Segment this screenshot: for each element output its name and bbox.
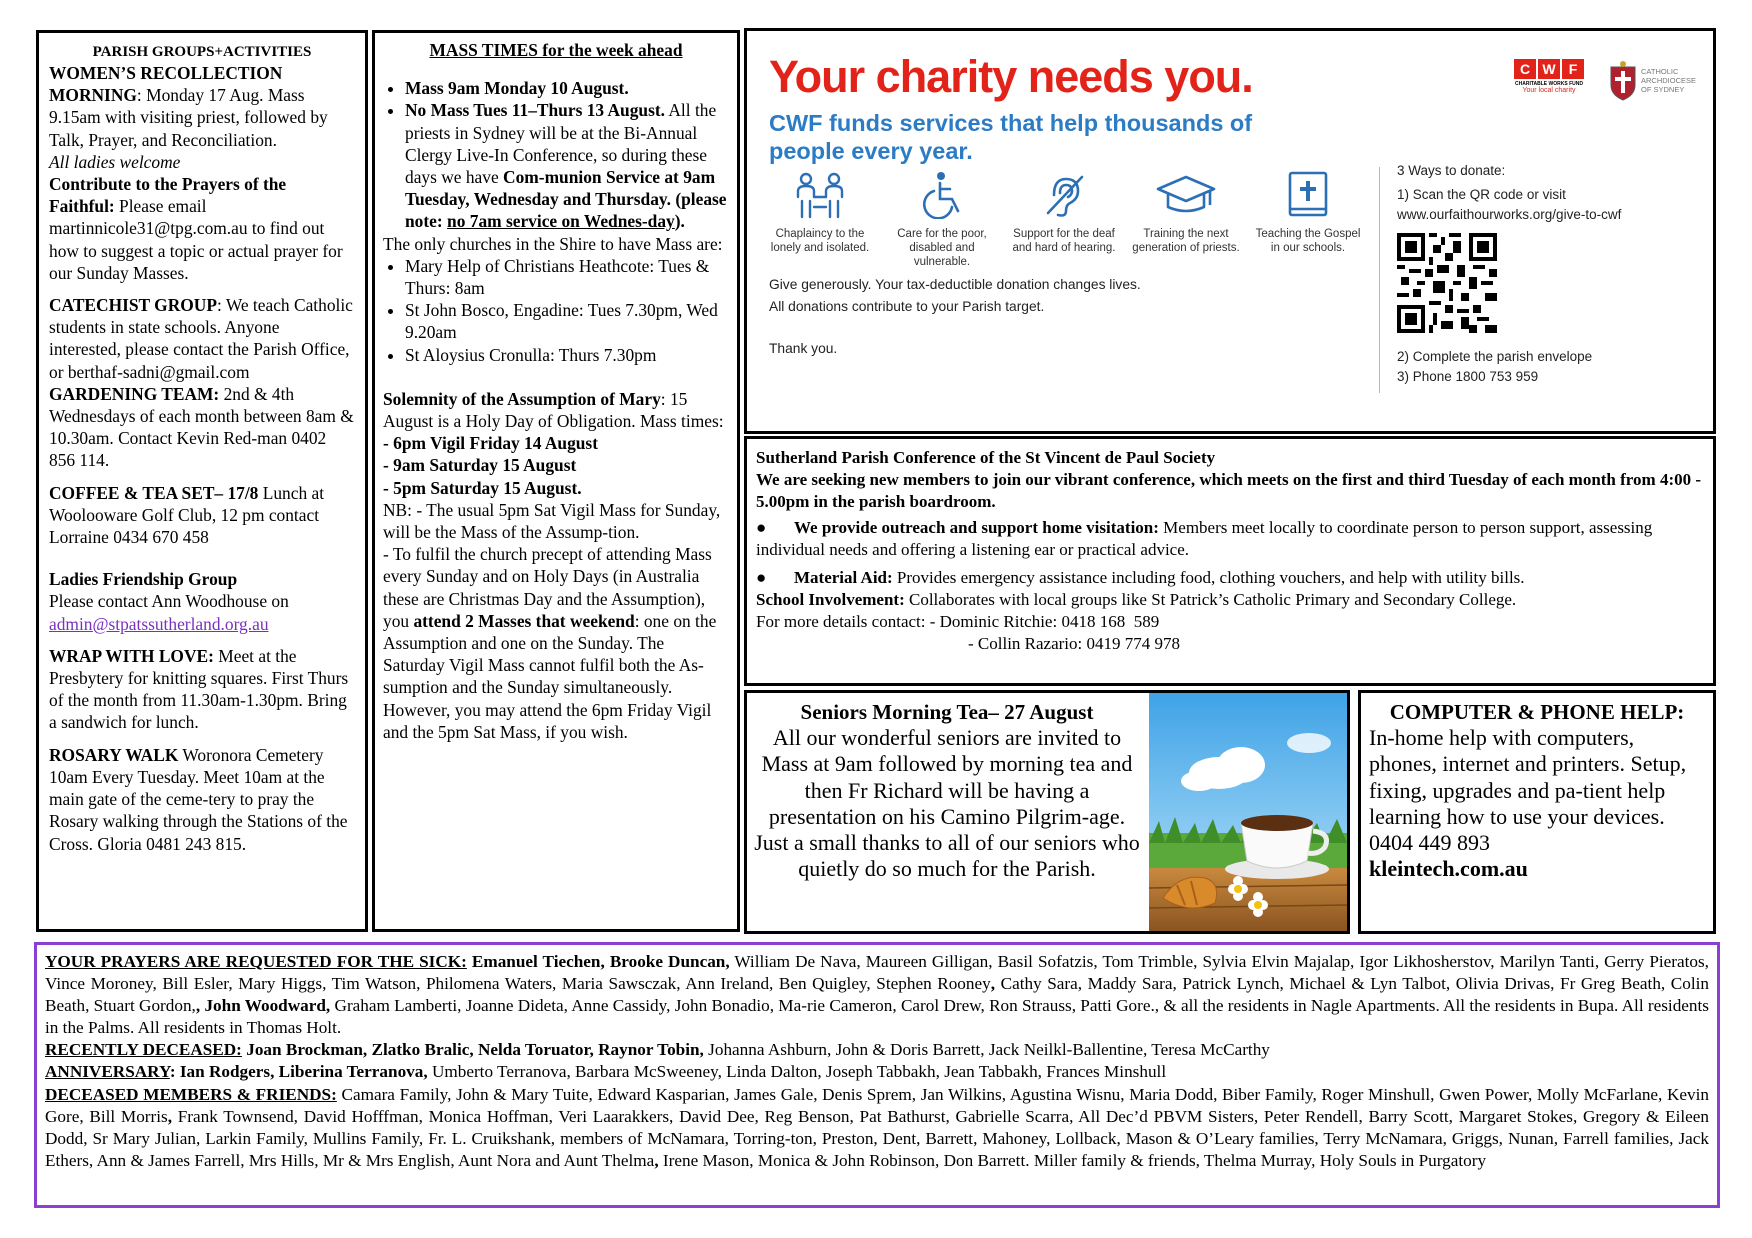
cwf-service-label: Support for the deaf and hard of hearing. (1012, 228, 1116, 254)
ladies-friendship-title: Ladies Friendship Group (49, 569, 238, 590)
prayers-of-faithful: Contribute to the Prayers of the Faithful: Please email martinnicole31@tpg.com.au to find out how to suggest a topic or actual prayer for our Sunday Masses. (49, 174, 343, 283)
computer-phone-help-panel (1358, 690, 1716, 934)
parish-groups-panel (36, 30, 368, 932)
chaplaincy-icon (792, 171, 848, 219)
list-item: • No Mass Tues 11–Thurs 13 August. All the priests in Sydney will be at the Bi-Annual Clergy Live-In Conference, so during these days we have Com-munion Service at 9am Tuesday, Wednesday and Thursday. (please note: no 7am service on Wednes-day). (405, 99, 729, 232)
ladies-friendship-text: Please contact Ann Woodhouse on (49, 591, 289, 612)
cwf-service-teaching (1253, 171, 1363, 255)
hearing-icon (1036, 171, 1092, 219)
way-1-url[interactable]: www.ourfaithourworks.org/give-to-cwf (1397, 207, 1622, 222)
cwf-give-text: Give generously. Your tax-deductible donation changes lives. (769, 277, 1141, 292)
shire-churches-list (383, 255, 729, 366)
seniors-text: All our wonderful seniors are invited to Mass at 9am followed by morning tea and then Fr Richard will be having a presentation on his Camino Pilgrim-age. Just a small thanks to all of our seniors who quietly do so much for the Parish. (754, 725, 1140, 882)
cwf-subheadline: CWF funds services that help thousands of people every year. (769, 110, 1253, 164)
assumption-heading: Solemnity of the Assumption of Mary: 15 August is a Holy Day of Obligation. Mass times: (383, 388, 724, 432)
prayers-panel (34, 942, 1720, 1208)
list-item: • Mass 9am Monday 10 August. (405, 77, 729, 99)
prayers-sick: YOUR PRAYERS ARE REQUESTED FOR THE SICK: Emanuel Tiechen, Brooke Duncan, William De Nava, Maureen Gilligan, Basil Sofatzis, Tom Trimble, Sylvia Elvin Majalap, Igor Likhosherstov, Marilyn Tanti, Gerry Pieratos, Vince Moroney, Bill Esler, Mary Higgs, Tim Watson, Philomena Waters, Maria Sawsczak, Ann Ireland, Ben Quigley, Stephen Rooney, Cathy Sara, Maddy Sara, Patrick Lynch, Michael & Lyn Talbot, Olivia Drivas, Fr Greg Beath, Colin Beath, Stuart Gordon,, John Woodward, Graham Lamberti, Joanne Dideta, Anne Cassidy, John Bonadio, Ma-rie Cameron, Carol Drew, Ron Strauss, Patti Gore., & all the residents in Nagle Apartments. All the residents in Bupa. All residents in the Palms. All residents in Thomas Holt. (45, 952, 1709, 1038)
archdiocese-crest-icon (1609, 61, 1637, 101)
list-item: • St Aloysius Cronulla: Thurs 7.30pm (405, 344, 729, 366)
qr-code[interactable] (1397, 233, 1497, 333)
svdp-contact-2: - Collin Razario: 0419 774 978 (968, 634, 1181, 653)
cwf-donation-text: All donations contribute to your Parish target. (769, 299, 1045, 314)
seniors-text-block (753, 699, 1141, 883)
cwf-service-chaplaincy (765, 171, 875, 255)
cwf-service-training (1131, 171, 1241, 255)
mass-times-panel (372, 30, 740, 932)
computer-help-title: COMPUTER & PHONE HELP: (1389, 700, 1685, 724)
svdp-intro: We are seeking new members to join our vibrant conference, which meets on the first and third Tuesday of each month from 4:00 - 5.00pm in the parish boardroom. (756, 470, 1702, 511)
prayers-recently-deceased: RECENTLY DECEASED: Joan Brockman, Zlatko Bralic, Nelda Toruator, Raynor Tobin, Johanna Ashburn, John & Doris Barrett, Jack Neilkl-Ballentine, Teresa McCarthy (45, 1040, 1270, 1060)
bible-icon (1280, 171, 1336, 219)
rosary-walk: ROSARY WALK Woronora Cemetery 10am Every Tuesday. Meet 10am at the main gate of the ceme-tery to pray the Rosary walking through the Stations of the Cross. Gloria 0481 243 815. (49, 744, 348, 854)
coffee-cup-picture (1149, 693, 1347, 931)
cwf-logo-mark: C W F (1511, 59, 1587, 79)
archdiocese-logo (1609, 57, 1709, 107)
wrap-with-love: WRAP WITH LOVE: Meet at the Presbytery for knitting squares. First Thurs of the month from 11.30am-1.30pm. Bring a sandwich for lunch. (49, 645, 349, 733)
list-item: • St John Bosco, Engadine: Tues 7.30pm, Wed 9.20am (405, 299, 729, 343)
morning-tea-image (1149, 693, 1347, 931)
shire-churches-text: The only churches in the Shire to have Mass are: (383, 233, 723, 254)
cwf-service-hearing (1009, 171, 1119, 255)
assumption-time: - 5pm Saturday 15 August. (383, 477, 582, 498)
womens-recollection: WOMEN’S RECOLLECTION MORNING: Monday 17 Aug. Mass 9.15am with visiting priest, followed by Talk, Prayer, and Reconciliation. (49, 63, 328, 150)
precept-text: - To fulfil the church precept of attending Mass every Sunday and on Holy Days (in Australia these are Christmas Day and the Assumption), you attend 2 Masses that weekend: one on the Assumption and one on the Sunday. The Saturday Vigil Mass cannot fulfil both the As-sumption and the Sunday simultaneously. However, you may attend the 6pm Friday Vigil and the 5pm Sat Mass, if you wish. (383, 544, 717, 742)
nb-text: NB: - The usual 5pm Sat Vigil Mass for Sunday, will be the Mass of the Assump-tion. (383, 499, 721, 543)
way-1: 1) Scan the QR code or visit (1397, 187, 1566, 202)
way-2: 2) Complete the parish envelope (1397, 349, 1593, 364)
cwf-logo-tagline: Your local charity (1522, 87, 1576, 94)
graduation-cap-icon (1154, 171, 1218, 219)
wheelchair-icon (914, 171, 970, 219)
ladies-email-link[interactable]: admin@stpatssutherland.org.au (49, 613, 269, 634)
svdp-contact-1: For more details contact: - Dominic Ritchie: 0418 168 589 (756, 612, 1160, 631)
cwf-thank-you: Thank you. (769, 341, 838, 356)
mass-week-list (383, 77, 729, 232)
cwf-headline: Your charity needs you. (769, 51, 1253, 102)
coffee-tea-set: COFFEE & TEA SET– 17/8 Lunch at Woolooware Golf Club, 12 pm contact Lorraine 0434 670 458 (49, 482, 325, 548)
svdp-title: Sutherland Parish Conference of the St Vincent de Paul Society (756, 448, 1216, 467)
cwf-divider (1379, 167, 1380, 393)
svdp-material-aid: ● Material Aid: Provides emergency assistance including food, clothing vouchers, and help with utility bills. (756, 568, 1525, 587)
mass-times-title: MASS TIMES for the week ahead (429, 40, 683, 60)
assumption-time: - 6pm Vigil Friday 14 August (383, 433, 598, 454)
way-3: 3) Phone 1800 753 959 (1397, 369, 1539, 384)
cwf-donate-ways (1397, 161, 1621, 387)
gardening-team: GARDENING TEAM: 2nd & 4th Wednesdays of each month between 8am & 10.30am. Contact Kevin Red-man 0402 856 114. (49, 383, 354, 471)
cwf-logo-caption: CHARITABLE WORKS FUND (1515, 81, 1583, 87)
catechist-group: CATECHIST GROUP: We teach Catholic students in state schools. Anyone interested, please contact the Parish Office, or berthaf-sadni@gmail.com (49, 295, 353, 382)
qr-code-icon (1397, 233, 1497, 333)
cwf-service-label: Care for the poor, disabled and vulnerable. (897, 228, 987, 268)
assumption-time: - 9am Saturday 15 August (383, 455, 577, 476)
ways-title: 3 Ways to donate: (1397, 163, 1506, 178)
womens-recollection-title: WOMEN’S RECOLLECTION MORNING (49, 63, 283, 106)
svdp-outreach: ● We provide outreach and support home visitation: Members meet locally to coordinate person to person support, assessing individual needs and offering a listening ear or practical advice. (756, 518, 1653, 559)
parish-groups-title: PARISH GROUPS+ACTIVITIES (92, 44, 312, 60)
cwf-service-label: Teaching the Gospel in our schools. (1255, 228, 1361, 254)
cwf-charity-ad (744, 28, 1716, 434)
cwf-service-label: Training the next generation of priests. (1132, 228, 1240, 254)
archdiocese-text: CATHOLIC ARCHDIOCESE OF SYDNEY (1641, 67, 1697, 94)
prayers-deceased-members: DECEASED MEMBERS & FRIENDS: Camara Family, John & Mary Tuite, Edward Kasparian, James Gale, Denis Sprem, Jan Wilkins, Agustina Wisnu, Maria Dodd, Biber Family, Roger Minshull, Gwen Power, Molly McFarlane, Kevin Gore, Bill Morris, Frank Townsend, David Hofffman, Monica Hoffman, Veri Laarakkers, David Dee, Reg Benson, Pat Bathurst, Gabrielle Scarra, All Dec’d PBVM Sisters, Peter Rendell, Barry Scott, Margaret Stokes, Gregory & Eileen Dodd, Sr Mary Julian, Larkin Family, Mullins Family, Fr. L. Cruikshank, members of McNamara, Torring-ton, Preston, Dent, Barrett, Mahoney, Lollback, Mason & O’Leary families, Terry McNamara, Griggs, Nunan, Farrell families, Jack Ethers, Ann & James Farrell, Mrs Hills, Mr & Mrs English, Aunt Nora and Aunt Thelma, Irene Mason, Monica & John Robinson, Don Barrett. Miller family & friends, Thelma Murray, Holy Souls in Purgatory (45, 1084, 1710, 1170)
seniors-morning-tea-panel (744, 690, 1350, 934)
svdp-school: School Involvement: Collaborates with local groups like St Patrick’s Catholic Primary and Secondary College. (756, 590, 1517, 609)
list-item: • Mary Help of Christians Heathcote: Tues & Thurs: 8am (405, 255, 729, 299)
computer-help-text: In-home help with computers, phones, internet and printers. Setup, fixing, upgrades and pa-tient help learning how to use your devices. 0404 449 893 (1369, 725, 1687, 856)
st-vincent-de-paul-panel (744, 436, 1716, 686)
cwf-service-label: Chaplaincy to the lonely and isolated. (770, 228, 870, 254)
cwf-logo (1511, 59, 1587, 94)
seniors-title: Seniors Morning Tea– 27 August (800, 700, 1094, 724)
ladies-welcome: All ladies welcome (49, 151, 181, 172)
cwf-service-care (887, 171, 997, 269)
prayers-anniversary: ANNIVERSARY: Ian Rodgers, Liberina Terranova, Umberto Terranova, Barbara McSweeney, Linda Dalton, Joseph Tabbakh, Jean Tabbakh, Frances Minshull (45, 1062, 1167, 1082)
computer-help-site[interactable]: kleintech.com.au (1369, 856, 1528, 882)
